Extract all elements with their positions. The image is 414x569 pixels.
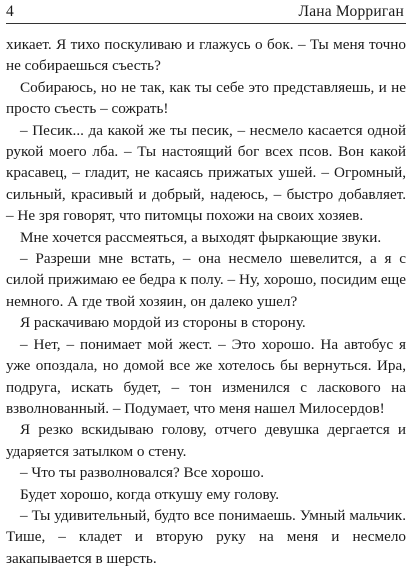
paragraph: Будет хорошо, когда откушу ему голову.	[20, 485, 280, 503]
paragraph: Мне хочется рассмеяться, а выходят фыркающие звуки.	[20, 228, 382, 246]
header-rule	[6, 23, 406, 24]
paragraph: хикает. Я тихо поскуливаю и глажусь о бок. – Ты меня точно не собираешься съесть?	[6, 36, 406, 75]
page-number: 4	[6, 3, 14, 20]
body-text	[6, 34, 406, 569]
paragraph: – Нет, – понимает мой жест. – Это хорошо. На автобус я уже опоздала, но домой все же хотелось бы вернуться. Ира, подруга, искать будет, – тон изменился с ласкового на взволнованный. – Подумает, что меня нашел Милосердов!	[6, 335, 406, 417]
running-header	[6, 0, 406, 24]
paragraph: Я раскачиваю мордой из стороны в сторону.	[20, 314, 306, 332]
paragraph: – Что ты разволновался? Все хорошо.	[20, 464, 264, 482]
paragraph: – Ты удивительный, будто все понимаешь. Умный мальчик. Тише, – кладет и вторую руку на меня и несмело закапывается в шерсть.	[6, 506, 406, 567]
paragraph: Собираюсь, но не так, как ты себе это представляешь, и не просто съесть – сожрать!	[6, 78, 406, 118]
paragraph: – Песик... да какой же ты песик, – несмело касается одной рукой моего лба. – Ты настоящий бог всех псов. Вон какой красавец, – гладит, не касаясь прижатых ушей. – Огромный, сильный, красивый и добрый, надеюсь, – быстро добавляет. – Не зря говорят, что питомцы похожи на своих хозяев.	[6, 121, 406, 225]
header-author: Лана Морриган	[298, 3, 404, 20]
paragraph: Я резко вскидываю голову, отчего девушка дергается и ударяется затылком о стену.	[6, 421, 406, 460]
paragraph: – Разреши мне встать, – она несмело шевелится, а я с силой прижимаю ее бедра к полу. – Ну, хорошо, посидим еще немного. А где твой хозяин, он далеко ушел?	[6, 250, 406, 310]
